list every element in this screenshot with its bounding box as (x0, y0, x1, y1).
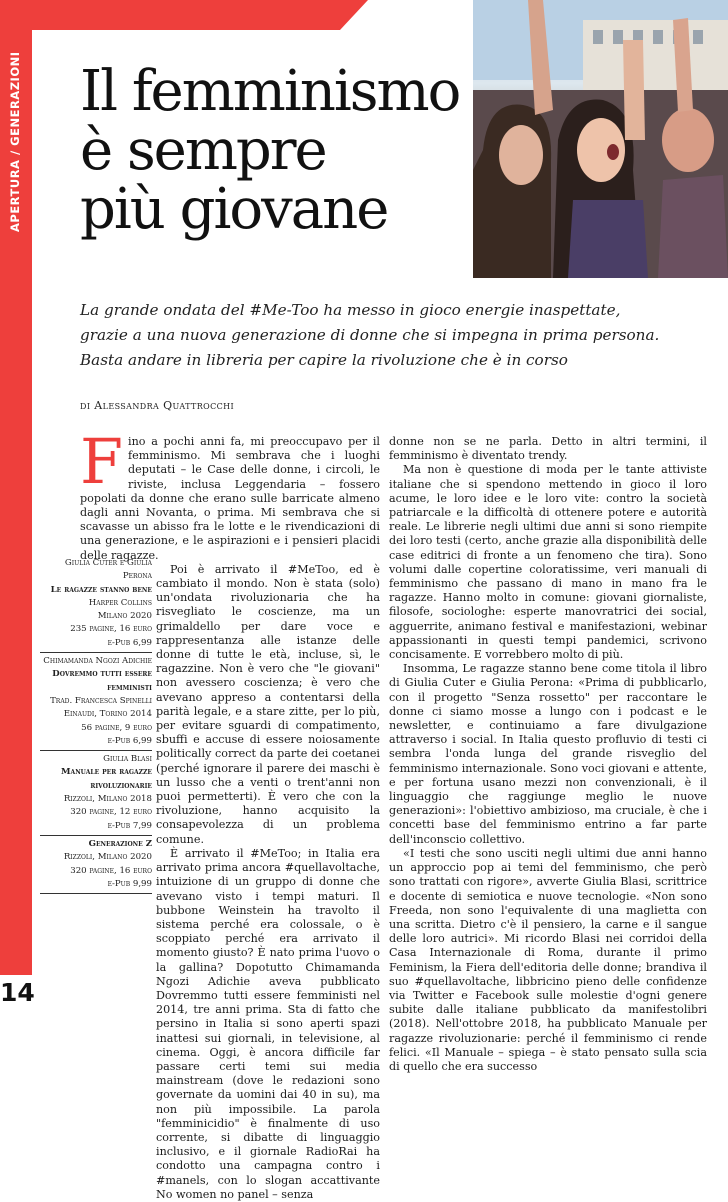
article-column-1 (80, 425, 380, 1202)
byline: di Alessandra Quattrocchi (80, 399, 235, 412)
protest-photo-illustration (473, 0, 728, 278)
standfirst-line-3: Basta andare in libreria per capire la rivoluzione che è in corso (80, 351, 568, 369)
article-paragraph: Poi è arrivato il #MeToo, ed è cambiato il mondo. Non è stata (solo) un'ondata rivoluzionaria che ha risvegliato le coscienze, ma un grimaldello per dare voce e rappresentanza alle istanze delle donne di tutte le età, incluse, sì, le ragazzine. Non è vero che "le giovani" non avessero coscienza; è vero che avevano appreso a contentarsi della parità legale, e a stare zitte, per lo più, per evitare sguardi di compatimento, sbuffi e accuse di essere noiosamente politically correct da parte dei coetanei (perché ignorare il parere dei maschi è un lusso che a venti o trent'anni non puoi permetterti). È vero che con la rivoluzione, hanno acquisito la consapevolezza di un problema comune. (156, 562, 380, 846)
book-title: Dovremmo tutti essere femministi (52, 669, 152, 693)
section-label: APERTURA / GENERAZIONI (8, 51, 22, 232)
article-paragraph: Insomma, Le ragazze stanno bene come titola il libro di Giulia Cuter e Giulia Perona: «Prima di pubblicarlo, con il progetto "Senza rossetto" per raccontare le donne ci siamo mosse a lungo con i podcast e le newsletter, e continuiamo a fare divulgazione attraverso i social. In Italia questo profluvio di testi ci sembra l'onda lunga del grande risveglio del femminismo internazionale. Sono voci giovani e attente, e per fortuna usano mezzi non convenzionali, è il linguaggio che raggiunge meglio le nuove generazioni»: l'obiettivo ambizioso, ma cruciale, è che i concetti base del femminismo entrino a far parte dell'inconscio collettivo. (389, 662, 707, 846)
headline-line-3: più giovane (80, 177, 388, 242)
standfirst (80, 298, 700, 373)
top-red-bar (0, 0, 340, 30)
book-epub: e-Pub 6,99 (107, 637, 152, 648)
book-publisher: Rizzoli, Milano 2018 (63, 794, 152, 805)
book-details: 235 pagine, 16 euro (70, 624, 152, 635)
book-epub: e-Pub 7,99 (107, 820, 152, 831)
protest-photo (473, 0, 728, 278)
book-title: Le ragazze stanno bene (50, 584, 152, 595)
headline (80, 59, 480, 242)
page-number: 14 (0, 978, 35, 1007)
standfirst-line-2: grazie a una nuova generazione di donne che si impegna in prima persona. (80, 326, 660, 344)
book-city-year: Milano 2020 (97, 611, 152, 622)
book-epub: e-Pub 6,99 (107, 735, 152, 746)
article-column-2 (389, 435, 707, 1074)
book-title: Generazione Z (88, 838, 152, 849)
article-paragraph: «I testi che sono usciti negli ultimi due anni hanno un approccio pop ai temi del femminismo, che però sono trattati con rigore», avverte Giulia Blasi, scrittrice e docente di semiotica e nuove tecnologie. «Non sono Freeda, non sono l'equivalente di una maglietta con una scritta. Dietro c'è il pensiero, la carne e il sangue delle loro autrici». Mi ricordo Blasi nei corridoi della Casa Internazionale di Roma, durante il primo Feminism, la Fiera dell'editoria delle donne; brandiva il suo #quellavoltache, libbricino pieno delle confidenze via Twitter e Facebook sulle molestie d'ogni genere subite dalle italiane pubblicato da manifestolibri (2018). Nell'ottobre 2018, ha pubblicato Manuale per ragazze rivoluzionarie: perché il femminismo ci rende felici. «Il Manuale – spiega – è stato pensato sulla scia di quello che era successo (389, 846, 707, 1073)
headline-line-2: è sempre (80, 118, 326, 183)
book-publisher: Einaudi, Torino 2014 (63, 709, 152, 720)
headline-line-1: Il femminismo (80, 59, 460, 124)
book-epub: e-Pub 9,99 (107, 878, 152, 889)
article-paragraph: donne non se ne parla. Detto in altri termini, il femminismo è diventato trendy. (389, 435, 707, 463)
book-author: Giulia Cuter e Giulia Perona (64, 558, 152, 582)
drop-cap: F (80, 425, 124, 498)
book-author: Giulia Blasi (103, 754, 152, 765)
book-title: Manuale per ragazze rivoluzionarie (61, 767, 152, 791)
book-translator: Trad. Francesca Spinelli (50, 695, 152, 706)
top-red-bar-corner (340, 0, 368, 30)
article-paragraph: È arrivato il #MeToo; in Italia era arrivato prima ancora #quellavoltache, intuizione di un gruppo di donne che avevano visto i tempi maturi. Il bubbone Weinstein ha travolto il sistema perché era colossale, o è scoppiato perché era arrivato il momento giusto? È nato prima l'uovo o la gallina? Dopotutto Chimamanda Ngozi Adichie aveva pubblicato Dovremmo tutti essere femministi nel 2014, tre anni prima. Sta di fatto che persino in Italia si sono aperti spazi inattesi sui giornali, in televisione, al cinema. Oggi, è ancora difficile far passare certi temi sui media mainstream (dove le redazioni sono governate da uomini dai 40 in su), ma non più impossibile. La parola "femminicidio" è finalmente di uso corrente, si dibatte di linguaggio inclusivo, e il giornale RadioRai ha condotto una campagna contro i #manels, con lo slogan accattivante No women no panel – senza (156, 846, 380, 1201)
column-1-lower (156, 563, 380, 1202)
book-publisher: Harper Collins (88, 597, 152, 608)
book-details: 320 pagine, 16 euro (70, 865, 152, 876)
article-paragraph (80, 425, 380, 563)
standfirst-line-1: La grande ondata del #Me-Too ha messo in gioco energie inaspettate, (80, 301, 621, 319)
article-paragraph: Ma non è questione di moda per le tante attiviste italiane che si spendono mettendo in gioco il loro acume, le loro idee e le loro vite: contro la società patriarcale e la difficoltà di ottenere potere e autorità reale. Le librerie negli ultimi due anni si sono riempite dei loro testi (certo, anche grazie alla disponibilità delle case editrici di fronte a un fenomeno che tira). Sono volumi dalle copertine coloratissime, veri manuali di femminismo che passano di mano in mano fra le ragazze. Hanno molto in comune: giovani giornaliste, filosofe, sociologhe: esperte manovratrici dei social, agguerrite, animano festival e manifestazioni, webinar appassionanti in questi tempi pandemici, scrivono concisamente. E vorrebbero molto di più. (389, 463, 707, 662)
paragraph-text: ino a pochi anni fa, mi preoccupavo per il femminismo. Mi sembrava che i luoghi deputati – le Case delle donne, i circoli, le riviste, inclusa Leggendaria – fossero popolati da donne che erano sulle barricate almeno dagli anni Novanta, o prima. Mi sembrava che si scavasse un abisso fra le lotte e le rivendicazioni di una generazione, e le aspirazioni e i pensieri placidi delle ragazze. (80, 435, 380, 562)
book-publisher: Rizzoli, Milano 2020 (63, 852, 152, 863)
book-details: 56 pagine, 9 euro (81, 722, 152, 733)
book-details: 320 pagine, 12 euro (70, 807, 152, 818)
book-author: Chimamanda Ngozi Adichie (43, 656, 152, 667)
